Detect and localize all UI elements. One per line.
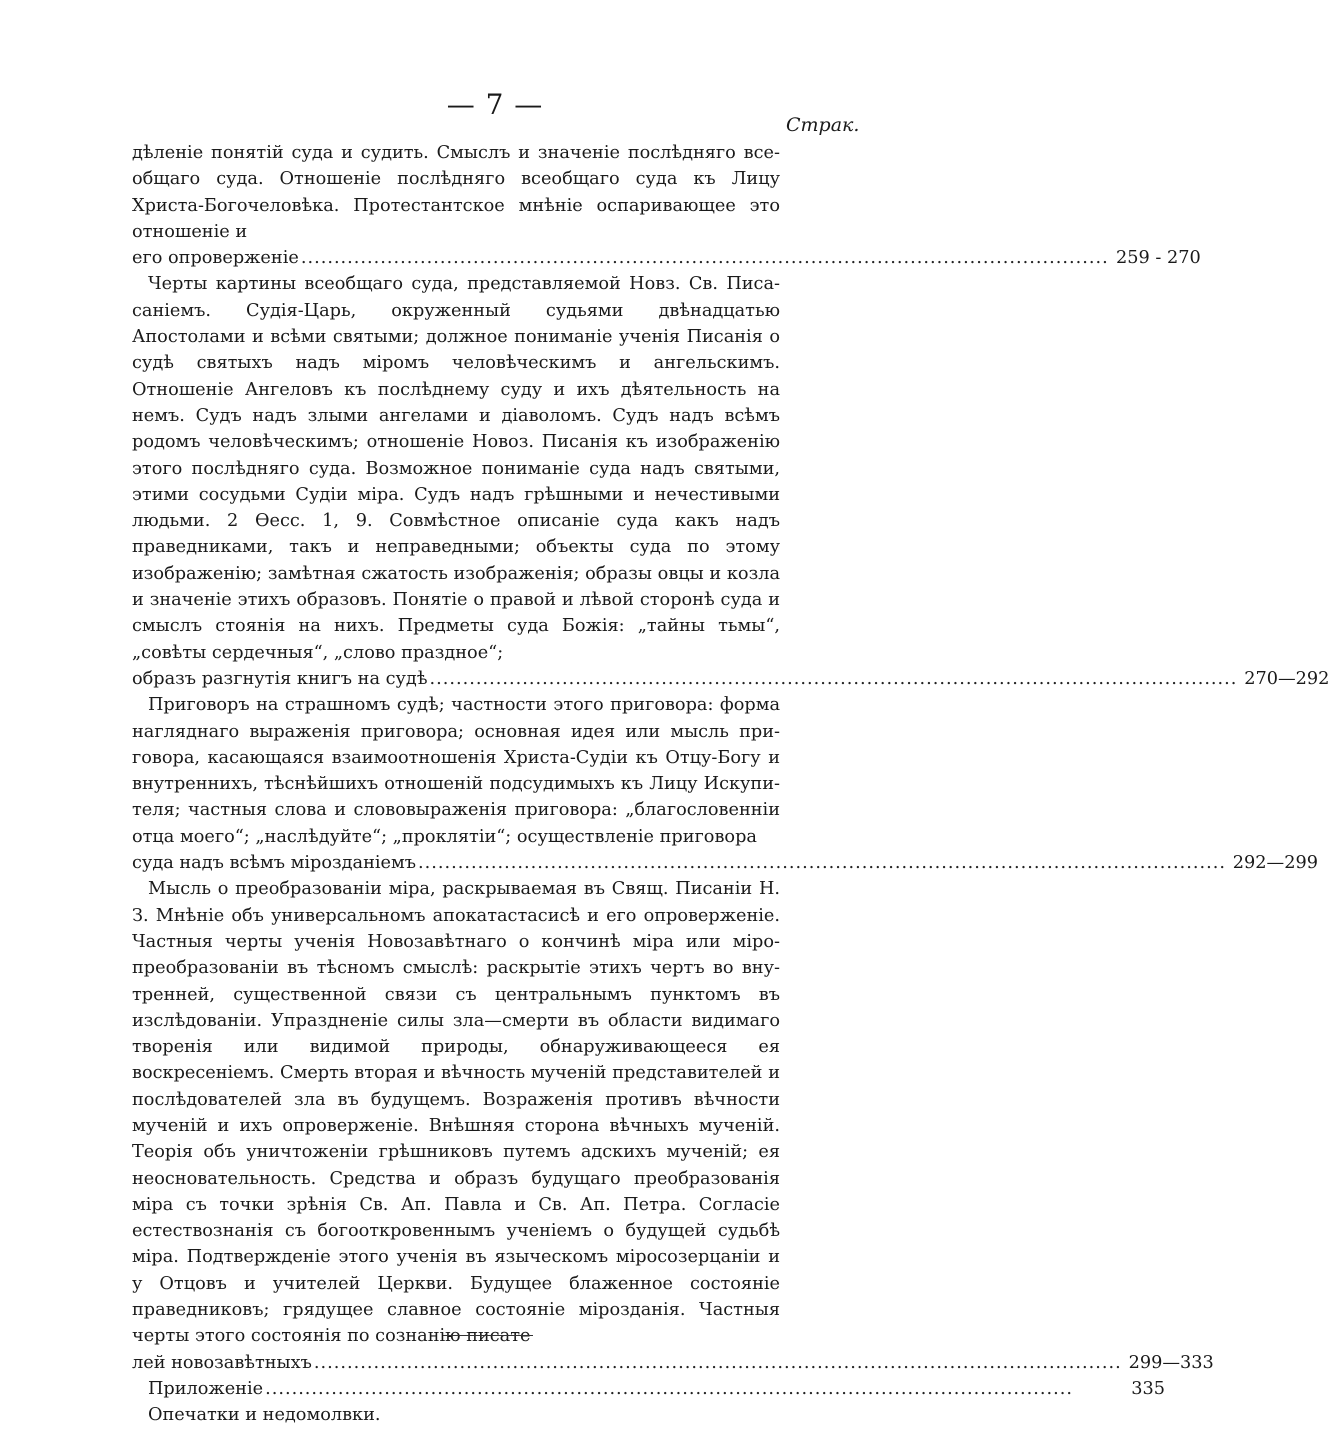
dot-leader: ..........................................................................................................................	[418, 853, 1226, 874]
appendix-label: Приложеніе	[148, 1378, 264, 1399]
closing-rule	[443, 1335, 533, 1336]
dot-leader: ..........................................................................................................................	[313, 1352, 1122, 1373]
toc-entry	[132, 140, 1201, 271]
toc-entry-final-text: его опроверженіе	[132, 248, 299, 269]
toc-entry-final-text: суда надъ всѣмъ мірозданіемъ	[132, 853, 417, 874]
toc-entry-leader-line	[132, 1350, 1214, 1376]
errata-line: Опечатки и недомолвки.	[148, 1405, 381, 1426]
toc-entry-text: дѣленіе понятій суда и судить. Смыслъ и значеніе послѣдняго всеобщаго суда. Отношеніе послѣдняго всеобщаго суда къ Лицу Христа-Богочеловѣка. Протестантское мнѣніе оспаривающее это отношеніе и	[132, 143, 780, 242]
page-number: — 7 —	[446, 88, 544, 121]
toc-entry	[132, 271, 1329, 692]
toc-entry-pages: 292—299	[1232, 853, 1318, 874]
pages-column-header: Страк.	[786, 114, 860, 136]
toc-entry-final-text: лей новозавѣтныхъ	[132, 1352, 312, 1373]
toc-entry-pages: 259 - 270	[1116, 248, 1201, 269]
dot-leader: ..........................................................................................................................	[429, 668, 1238, 689]
toc-entry	[132, 876, 1214, 1376]
table-of-contents	[132, 140, 1329, 1429]
toc-entry-leader-line	[132, 666, 1329, 692]
toc-entry-text: Мысль о преобразованіи міра, раскрываемая въ Свящ. Писаніи Н. З. Мнѣніе объ универсальномъ апокатастасисѣ и его опроверженіе. Частныя черты ученія Новозавѣтнаго о кончинѣ міра или міропреобразованіи въ тѣсномъ смыслѣ: раскрытіе этихъ чертъ во внутренней, существенной связи съ центральнымъ пунктомъ въ изслѣдованіи. Упраздненіе силы зла—смерти въ области видимаго творенія или видимой природы, обнаруживающееся ея воскресеніемъ. Смерть вторая и вѣчность мученій представителей и послѣдователей зла въ будущемъ. Возраженія противъ вѣчности мученій и ихъ опроверженіе. Внѣшняя сторона вѣчныхъ мученій. Теорія объ уничтоженіи грѣшниковъ путемъ адскихъ мученій; ея неосновательность. Средства и образъ будущаго преобразованія міра съ точки зрѣнія Св. Ап. Павла и Св. Ап. Петра. Согласіе естествознанія съ богооткровеннымъ ученіемъ о будущей судьбѣ міра. Подтвержденіе этого ученія въ языческомъ міросозерцаніи и у Отцовъ и учителей Церкви. Будущее блаженное состояніе праведниковъ; грядущее славное состояніе мірозданія. Частныя черты этого состоянія по сознанію писате	[132, 879, 780, 1347]
toc-entry-leader-line	[132, 245, 1201, 271]
dot-leader: ..........................................................................................................................	[300, 248, 1109, 269]
toc-entry-pages: 299—333	[1128, 1352, 1214, 1373]
toc-entry-text: Черты картины всеобщаго суда, представляемой Новз. Св. Писасаніемъ. Судія-Царь, окруженный судьями двѣнадцатью Апостолами и всѣми святыми; должное пониманіе ученія Писанія о судѣ святыхъ надъ міромъ человѣческимъ и ангельскимъ. Отношеніе Ангеловъ къ послѣднему суду и ихъ дѣятельность на немъ. Судъ надъ злыми ангелами и діаволомъ. Судъ надъ всѣмъ родомъ человѣческимъ; отношеніе Новоз. Писанія къ изображенію этого послѣдняго суда. Возможное пониманіе суда надъ святыми, этими сосудьми Судіи міра. Судъ надъ грѣшными и нечестивыми людьми. 2 Ѳесс. 1, 9. Совмѣстное описаніе суда какъ надъ праведниками, такъ и неправедными; объекты суда по этому изображенію; замѣтная сжатость изображенія; образы овцы и козла и значеніе этихъ образовъ. Понятіе о правой и лѣвой сторонѣ суда и смыслъ стоянія на нихъ. Предметы суда Божія: „тайны тьмы“, „совѣты сердечныя“, „слово праздное“;	[132, 274, 780, 663]
toc-entry-leader-line	[132, 850, 1318, 876]
toc-entry-pages: 270—292	[1244, 668, 1329, 689]
toc-entry	[132, 692, 1318, 876]
appendix-line	[132, 1376, 1166, 1402]
appendix-pages: 335	[1131, 1378, 1166, 1399]
dot-leader: ..........................................................................................................................	[265, 1378, 1074, 1399]
toc-entry-final-text: образъ разгнутія книгъ на судѣ	[132, 668, 428, 689]
toc-entry-text: Приговоръ на страшномъ судѣ; частности этого приговора: форма нагляднаго выраженія приговора; основная идея или мысль приговора, касающаяся взаимоотношенія Христа-Судіи къ Отцу-Богу и внутреннихъ, тѣснѣйшихъ отношеній подсудимыхъ къ Лицу Искупителя; частныя слова и слововыраженія приговора: „благословенніи отца моего“; „наслѣдуйте“; „проклятіи“; осуществленіе приговора	[132, 695, 780, 847]
